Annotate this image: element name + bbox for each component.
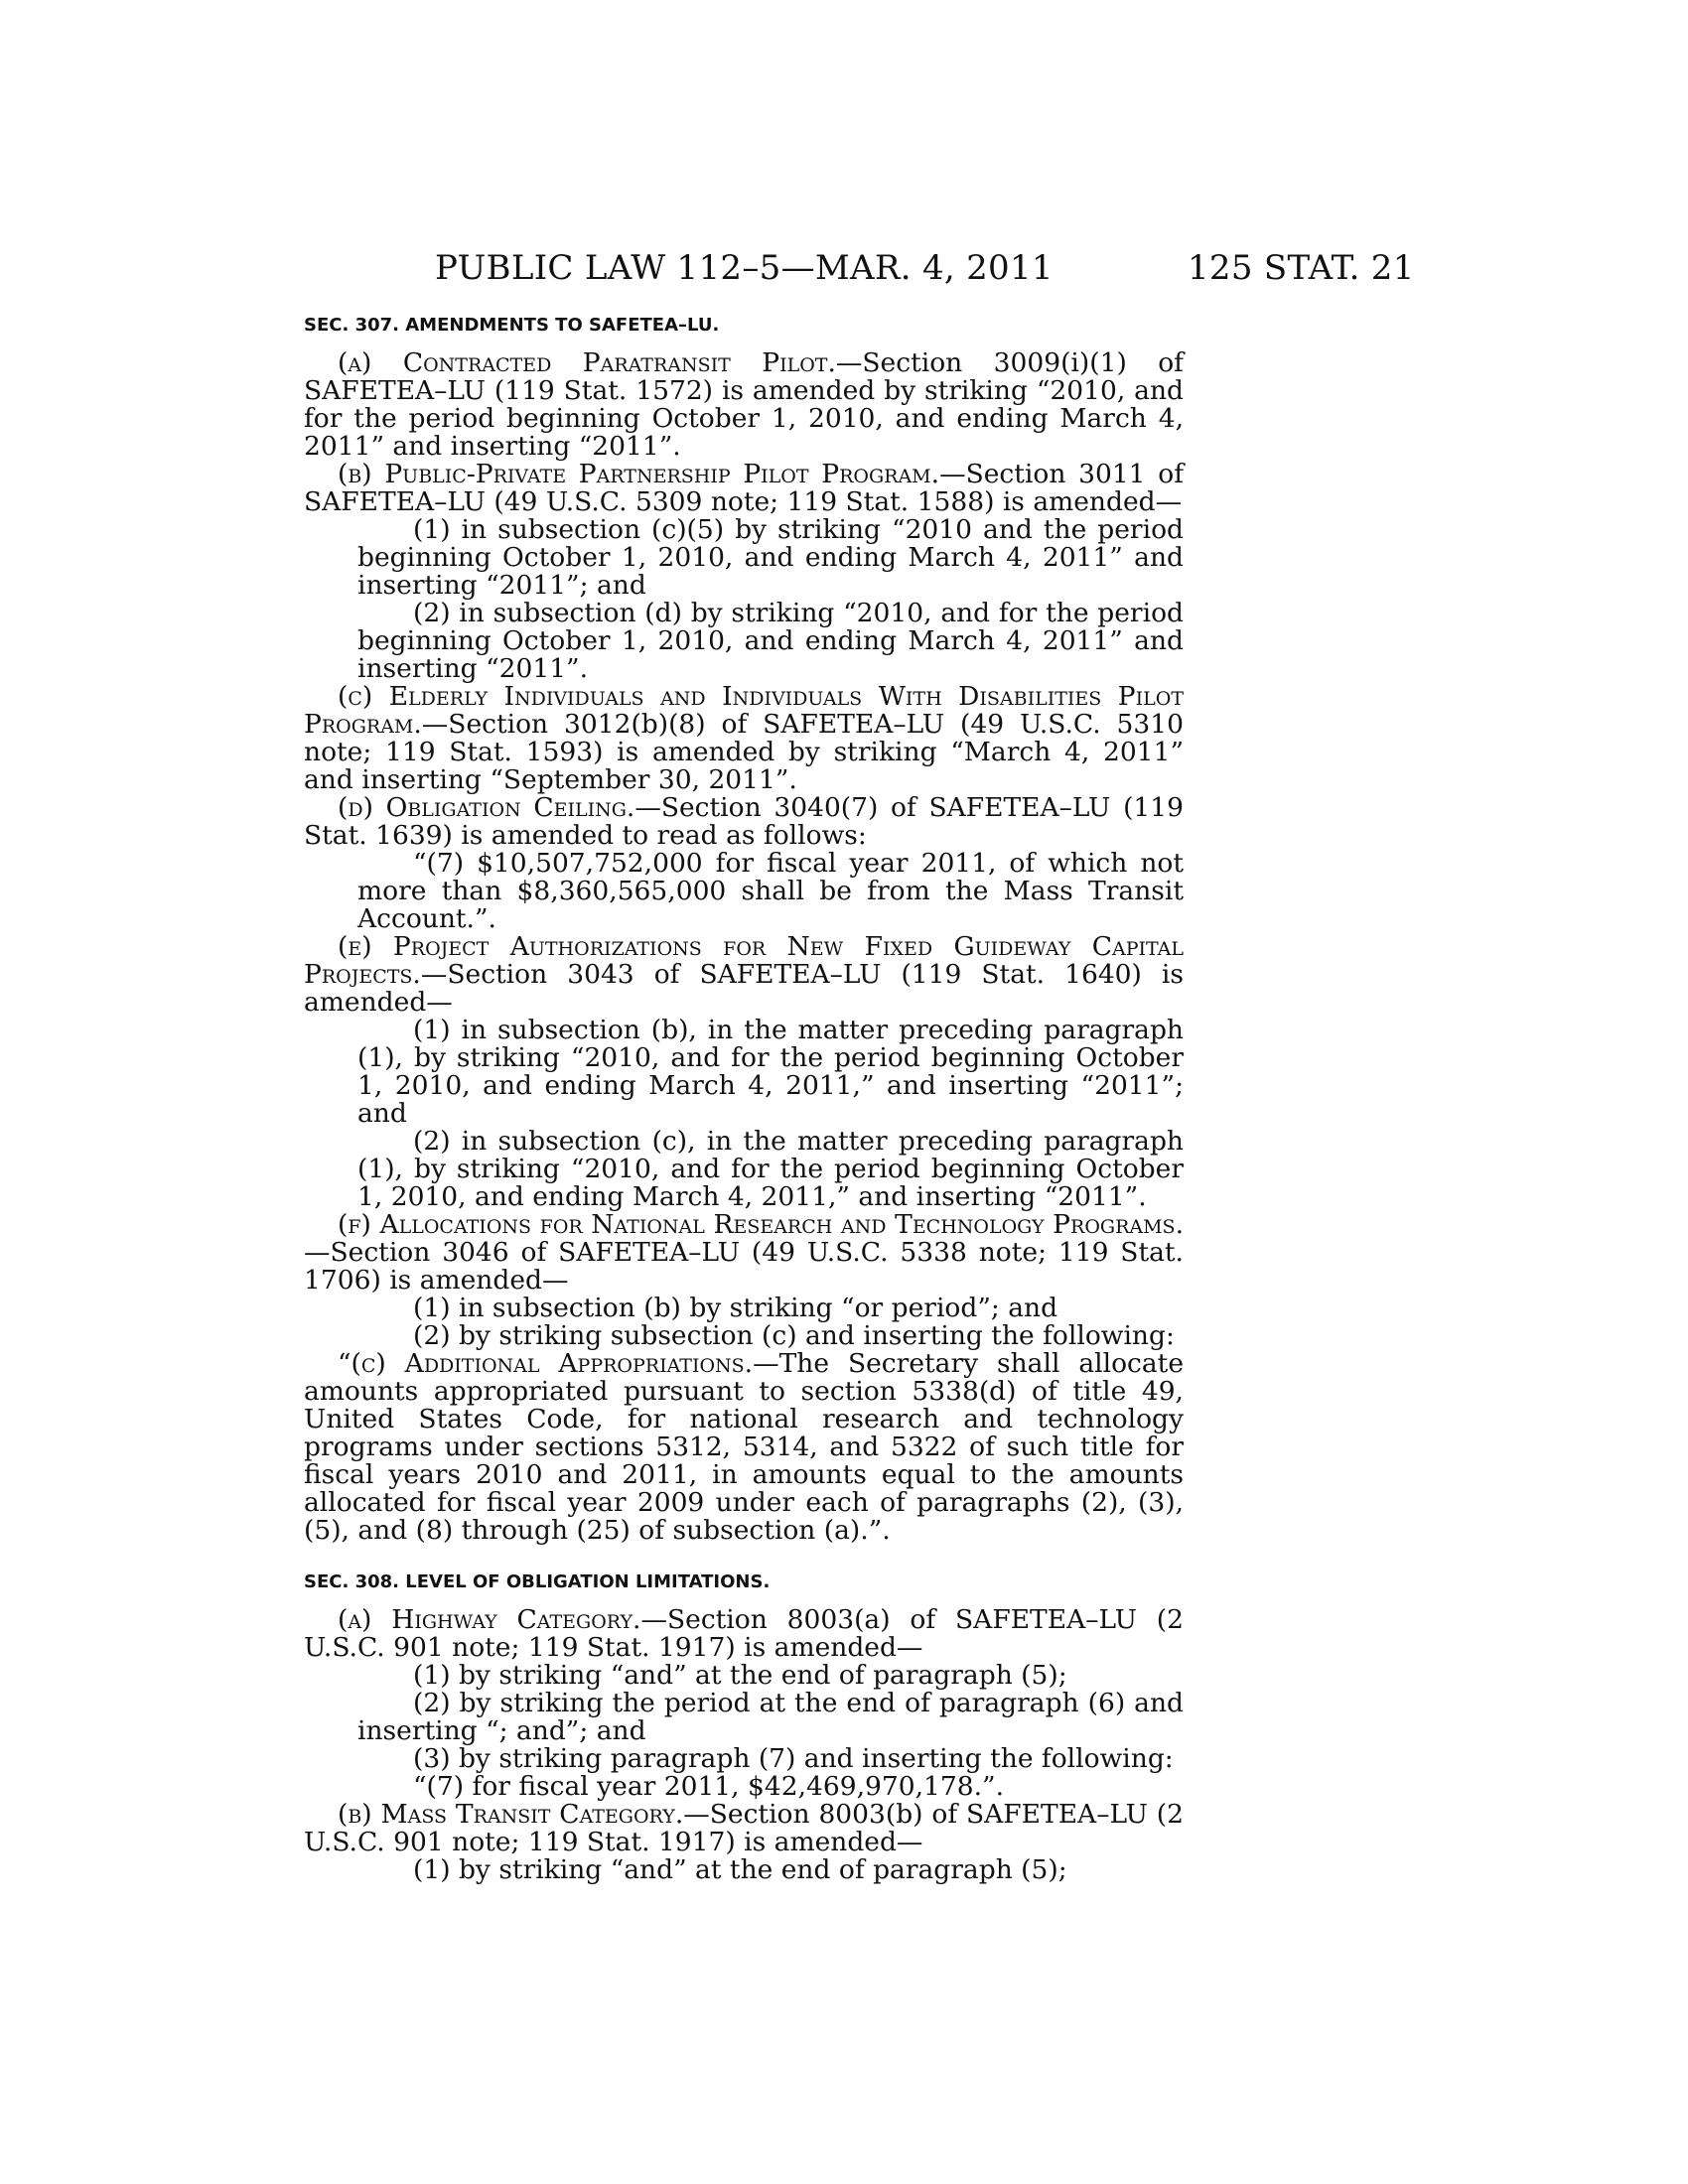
sec308-b-heading: (b) Mass Transit Category. <box>338 1799 684 1830</box>
sec307-subsection-c <box>304 683 1184 794</box>
sec308-a-paragraph-1: (1) by striking “and” at the end of paragraph (5); <box>413 1660 1067 1691</box>
sec307-subsection-e <box>304 933 1184 1017</box>
sec308-a-quoted-paragraph: “(7) for fiscal year 2011, $42,469,970,178.”. <box>413 1771 1004 1802</box>
running-head-title: PUBLIC LAW 112–5—MAR. 4, 2011 <box>435 248 1054 288</box>
sec307-c-text: —Section 3012(b)(8) of SAFETEA–LU (49 U.S.C. 5310 note; 119 Stat. 1593) is amended by striking “March 4, 2011” and inserting “September 30, 2011”. <box>304 709 1184 795</box>
sec307-e-paragraph-2: (2) in subsection (c), in the matter preceding paragraph (1), by striking “2010, and for the period beginning October 1, 2010, and ending March 4, 2011,” and inserting “2011”. <box>357 1126 1184 1212</box>
document-body <box>304 316 1184 1884</box>
sec307-b-heading: (b) Public-Private Partnership Pilot Program. <box>338 459 940 489</box>
sec307-f-text: —Section 3046 of SAFETEA–LU (49 U.S.C. 5338 note; 119 Stat. 1706) is amended— <box>304 1237 1184 1296</box>
sec307-e-paragraph-1: (1) in subsection (b), in the matter preceding paragraph (1), by striking “2010, and for the period beginning October 1, 2010, and ending March 4, 2011,” and inserting “2011”; and <box>357 1015 1184 1129</box>
sec307-e-text: —Section 3043 of SAFETEA–LU (119 Stat. 1640) is amended— <box>304 959 1184 1018</box>
sec307-d-quoted-paragraph: “(7) $10,507,752,000 for fiscal year 2011, of which not more than $8,360,565,000 shall be from the Mass Transit Account.”. <box>357 848 1184 934</box>
sec307-b-paragraph-2: (2) in subsection (d) by striking “2010, and for the period beginning October 1, 2010, and ending March 4, 2011” and inserting “2011”. <box>357 598 1184 684</box>
sec307-b-text: —Section 3011 of SAFETEA–LU (49 U.S.C. 5309 note; 119 Stat. 1588) is amended— <box>304 459 1185 517</box>
sec308-subsection-b <box>304 1801 1184 1856</box>
sec307-f-paragraph-2: (2) by striking subsection (c) and inserting the following: <box>413 1320 1175 1351</box>
section-308-heading: SEC. 308. LEVEL OF OBLIGATION LIMITATIONS. <box>304 1571 771 1592</box>
sec308-a-text: —Section 8003(a) of SAFETEA–LU (2 U.S.C. 901 note; 119 Stat. 1917) is amended— <box>304 1604 1184 1663</box>
sec308-b-text: —Section 8003(b) of SAFETEA–LU (2 U.S.C. 901 note; 119 Stat. 1917) is amended— <box>304 1799 1184 1857</box>
sec308-a-paragraph-2: (2) by striking the period at the end of paragraph (6) and inserting “; and”; and <box>357 1688 1184 1746</box>
section-spacer <box>304 1545 1184 1563</box>
sec308-a-heading: (a) Highway Category. <box>338 1604 641 1635</box>
section-307-heading: SEC. 307. AMENDMENTS TO SAFETEA–LU. <box>304 315 720 336</box>
sec307-subsection-b <box>304 461 1184 516</box>
running-head-page-cite: 125 STAT. 21 <box>1188 248 1415 288</box>
sec307-f-heading: (f) Allocations for National Research and Technology Programs. <box>338 1209 1184 1240</box>
sec307-b-paragraph-1: (1) in subsection (c)(5) by striking “2010 and the period beginning October 1, 2010, and ending March 4, 2011” and inserting “2011”; and <box>357 514 1184 601</box>
sec307-a-heading: (a) Contracted Paratransit Pilot. <box>338 347 836 378</box>
sec308-a-paragraph-3: (3) by striking paragraph (7) and inserting the following: <box>413 1743 1174 1774</box>
sec307-a-text: —Section 3009(i)(1) of SAFETEA–LU (119 Stat. 1572) is amended by striking “2010, and for the period beginning October 1, 2010, and ending March 4, 2011” and inserting “2011”. <box>304 347 1184 462</box>
sec307-subsection-d <box>304 794 1184 850</box>
sec307-d-text: —Section 3040(7) of SAFETEA–LU (119 Stat. 1639) is amended to read as follows: <box>304 792 1184 851</box>
sec307-c-heading: (c) Elderly Individuals and Individuals With Disabilities Pilot Program. <box>304 681 1184 740</box>
sec307-subsection-f <box>304 1211 1184 1295</box>
sec307-d-heading: (d) Obligation Ceiling. <box>338 792 635 823</box>
sec308-b-paragraph-1: (1) by striking “and” at the end of paragraph (5); <box>413 1854 1067 1885</box>
sec307-f-quoted-subsection-c <box>304 1350 1184 1545</box>
sec308-subsection-a <box>304 1606 1184 1662</box>
sec307-f-paragraph-1: (1) in subsection (b) by striking “or period”; and <box>413 1293 1058 1323</box>
sec307-subsection-a <box>304 349 1184 461</box>
sec307-e-heading: (e) Project Authorizations for New Fixed Guideway Capital Projects. <box>304 931 1184 990</box>
sec307-fc-text: —The Secretary shall allocate amounts appropriated pursuant to section 5338(d) of title 49, United States Code, for national research and technology programs under sections 5312, 5314, and 5322 of such title for fiscal years 2010 and 2011, in amounts equal to the amounts allocated for fiscal year 2009 under each of paragraphs (2), (3), (5), and (8) through (25) of subsection (a).”. <box>304 1348 1185 1546</box>
sec307-fc-heading: “(c) Additional Appropriations. <box>338 1348 754 1379</box>
